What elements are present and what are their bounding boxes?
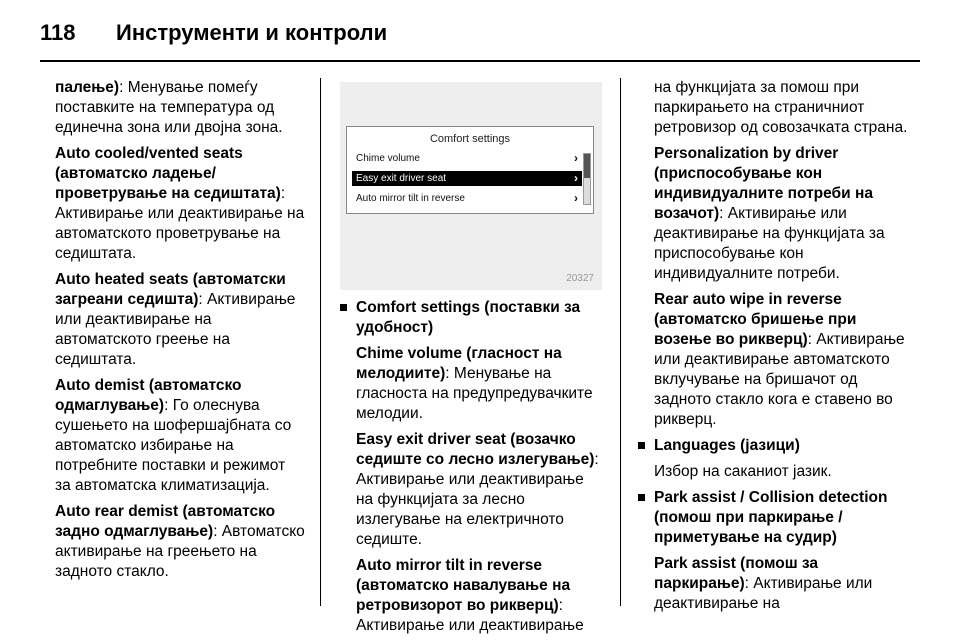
page-title: Инструменти и контроли: [116, 20, 388, 45]
page-header: [40, 14, 920, 60]
term: Personalization by driver (приспособување кон индивидуалните потреби на возачот): [654, 145, 873, 222]
menu-item-label: Easy exit driver seat: [356, 173, 447, 184]
description: : Менување помеѓу поставките на температура од единечна зона или двојна зона.: [55, 79, 283, 136]
term: Chime volume (гласност на мелодиите): [356, 345, 562, 382]
paragraph: [638, 554, 910, 614]
paragraph: [55, 502, 305, 582]
description: : Менување на гласноста на предупредувачките мелодии.: [356, 365, 593, 422]
bullet-square-icon: [340, 304, 347, 311]
menu-title: Comfort settings: [429, 133, 511, 145]
bullet-item: [638, 488, 910, 548]
page-number: 118: [40, 20, 76, 45]
term: палење): [55, 79, 120, 96]
settings-menu-panel: [346, 126, 594, 214]
paragraph: [638, 144, 910, 284]
menu-item-label: Auto mirror tilt in reverse: [356, 193, 465, 204]
scrollbar-thumb: [584, 154, 590, 178]
description: : Активирање или деактивирање автоматското вклучување на бришачот од задното стакло кога е ставено во рикверц.: [654, 331, 905, 428]
header-divider: [40, 60, 920, 62]
comfort-settings-figure: [340, 82, 602, 290]
description: : Го олеснува сушењето на шофершајбната со автоматско избирање на потребните поставки и режимот за автоматска климатизација.: [55, 397, 292, 494]
term: Auto cooled/vented seats (автоматско ладење/ проветрување на седиштата): [55, 145, 281, 202]
paragraph: [55, 270, 305, 370]
bullet-heading: Languages (јазици): [654, 437, 800, 454]
menu-scrollbar: [583, 153, 591, 205]
term: Easy exit driver seat (возачко седиште со лесно излегување): [356, 431, 595, 468]
paragraph: [638, 462, 910, 482]
paragraph: [638, 78, 910, 138]
column-left: [55, 78, 305, 588]
description: : Активирање или деактивирање на автоматското проветрување на седиштата.: [55, 185, 305, 262]
term: Rear auto wipe in reverse (автоматско бришење при возење во рикверц): [654, 291, 857, 348]
term: Auto heated seats (автоматски загреани седишта): [55, 271, 286, 308]
column-divider: [320, 78, 321, 606]
menu-item-label: Chime volume: [356, 153, 420, 164]
description: : Активирање или деактивирање на функцијата за лесно излегување на електричното седиште.: [356, 451, 599, 548]
column-middle: [340, 298, 602, 642]
description: : Автоматско активирање на греењето на задното стакло.: [55, 523, 305, 580]
paragraph: [340, 344, 602, 424]
paragraph: [55, 144, 305, 264]
description: на функцијата за помош при паркирањето на страничниот ретровизор од совозачката страна.: [654, 79, 908, 136]
chevron-right-icon: ›: [574, 191, 578, 205]
bullet-item: [638, 436, 910, 456]
description: Избор на саканиот јазик.: [654, 463, 832, 480]
paragraph: [340, 430, 602, 550]
menu-item-easy-exit: [352, 171, 582, 186]
figure-code: 20327: [566, 273, 594, 284]
chevron-right-icon: ›: [574, 151, 578, 165]
column-divider: [620, 78, 621, 606]
term: Auto demist (автоматско одмаглување): [55, 377, 242, 414]
description: : Активирање или деактивирање на: [654, 575, 873, 612]
description: : Активирање или деактивирање на функцијата за приспособување кон индивидуалните потреби.: [654, 205, 885, 282]
bullet-square-icon: [638, 494, 645, 501]
paragraph: [638, 290, 910, 430]
bullet-heading: Comfort settings (поставки за удобност): [356, 299, 581, 336]
term: Park assist (помош за паркирање): [654, 555, 819, 592]
description: : Активирање или деактивирање: [356, 597, 584, 634]
column-right: [638, 78, 910, 620]
term: Auto mirror tilt in reverse (автоматско навалување на ретровизорот во рикверц): [356, 557, 571, 614]
bullet-square-icon: [638, 442, 645, 449]
chevron-right-icon: ›: [574, 171, 578, 185]
menu-item-chime-volume: [352, 151, 582, 166]
paragraph: [340, 556, 602, 636]
bullet-heading: Park assist / Collision detection (помош при паркирање / приметување на судир): [654, 489, 888, 546]
menu-item-auto-mirror: [352, 191, 582, 206]
paragraph: [55, 376, 305, 496]
bullet-item: [340, 298, 602, 338]
term: Auto rear demist (автоматско задно одмаглување): [55, 503, 276, 540]
description: : Активирање или деактивирање на автоматското греење на седиштата.: [55, 291, 296, 368]
paragraph: [55, 78, 305, 138]
